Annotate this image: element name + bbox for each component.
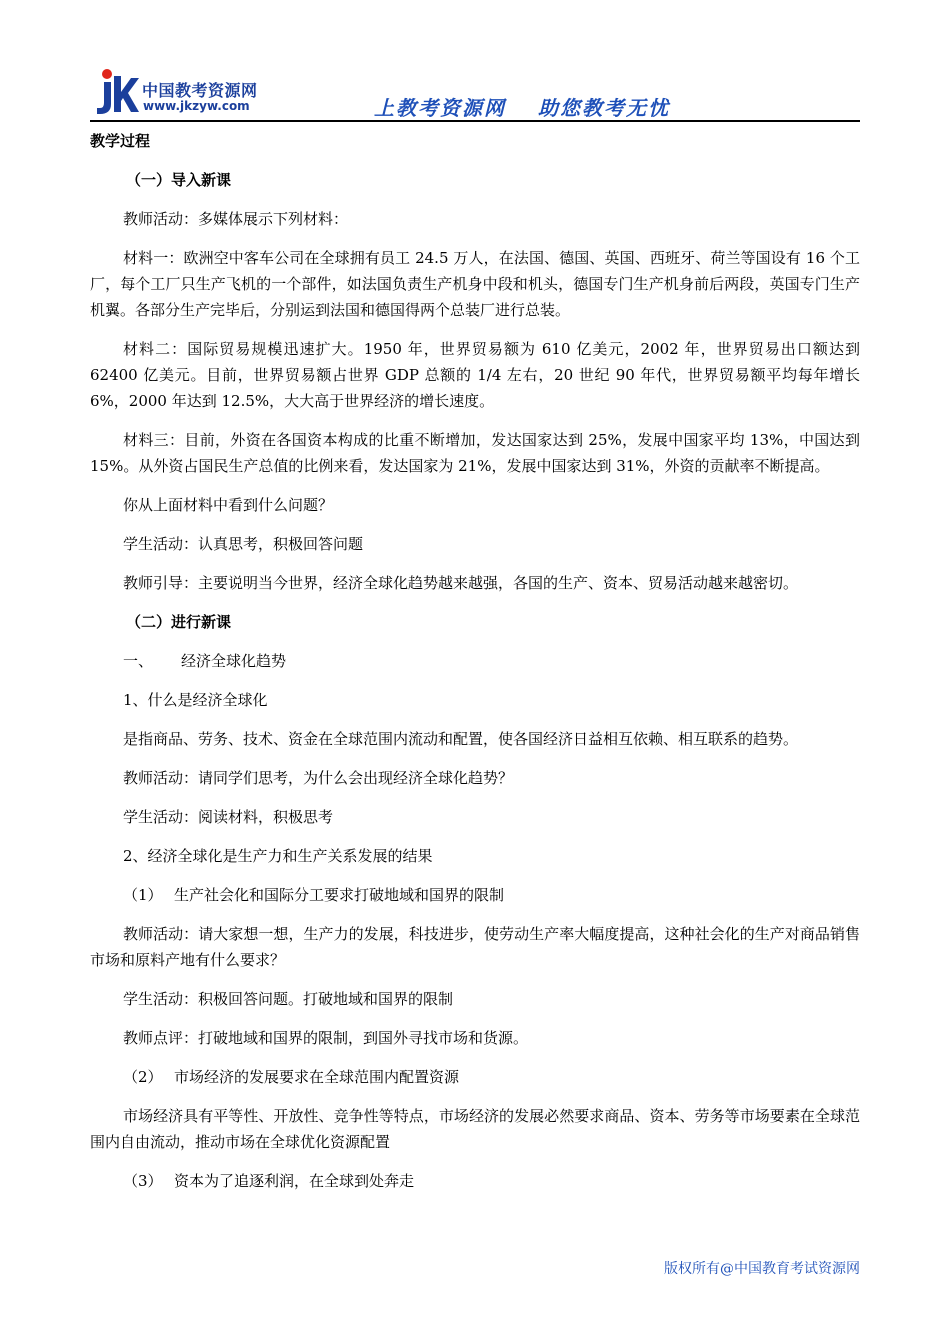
logo-text: 中国教考资源网: [142, 81, 258, 100]
list-text: 市场经济的发展要求在全球范围内配置资源: [174, 1068, 460, 1086]
list-item: [90, 1064, 860, 1090]
paragraph: 2、经济全球化是生产力和生产关系发展的结果: [123, 847, 433, 865]
paragraph: 教师点评：打破地域和国界的限制，到国外寻找市场和货源。: [123, 1029, 529, 1047]
list-number: （3）: [123, 1172, 163, 1190]
paragraph: 是指商品、劳务、技术、资金在全球范围内流动和配置，使各国经济日益相互依赖、相互联系的趋势。: [123, 730, 799, 748]
list-number: （1）: [123, 886, 163, 904]
header-slogan: [374, 92, 670, 121]
jk-logo-icon: [94, 66, 140, 118]
logo-url[interactable]: www.jkzyw.com: [143, 99, 250, 113]
list-text: 生产社会化和国际分工要求打破地域和国界的限制: [174, 886, 505, 904]
slogan-right: 助您教考无忧: [538, 96, 670, 120]
list-item: [90, 648, 860, 674]
section-heading-2: （二）进行新课: [126, 613, 232, 631]
list-number: 一、: [123, 652, 154, 670]
paragraph: 你从上面材料中看到什么问题？: [123, 496, 334, 514]
paragraph: 学生活动：阅读材料，积极思考: [123, 808, 334, 826]
paragraph: 学生活动：积极回答问题。打破地域和国界的限制: [123, 990, 454, 1008]
paragraph: 材料一：欧洲空中客车公司在全球拥有员工 24.5 万人，在法国、德国、英国、西班牙、荷兰等国设有 16 个工厂，每个工厂只生产飞机的一个部件，如法国负责生产机身中段和机头，德国专门生产机身前后两段，英国专门生产机翼。各部分生产完毕后，分别运到法国和德国得两个总装厂进行总装。: [90, 249, 860, 319]
paragraph: 教师活动：请同学们思考，为什么会出现经济全球化趋势？: [123, 769, 514, 787]
section-title: 教学过程: [90, 132, 151, 150]
footer-copyright: 版权所有@中国教育考试资源网: [664, 1261, 860, 1277]
list-item: [90, 882, 860, 908]
document-body: [90, 128, 860, 1194]
paragraph: 学生活动：认真思考，积极回答问题: [123, 535, 364, 553]
site-logo[interactable]: [94, 66, 284, 118]
paragraph: 1、什么是经济全球化: [123, 691, 268, 709]
list-number: （2）: [123, 1068, 163, 1086]
list-text: 资本为了追逐利润，在全球到处奔走: [174, 1172, 415, 1190]
header-divider: [90, 120, 860, 122]
paragraph: 教师活动：请大家想一想，生产力的发展，科技进步，使劳动生产率大幅度提高，这种社会化的生产对商品销售市场和原料产地有什么要求？: [90, 925, 860, 969]
section-heading-1: （一）导入新课: [126, 171, 232, 189]
slogan-left: 上教考资源网: [374, 96, 506, 120]
list-text: 经济全球化趋势: [181, 652, 287, 670]
page-header: [90, 62, 860, 122]
paragraph: 教师引导：主要说明当今世界，经济全球化趋势越来越强，各国的生产、资本、贸易活动越来越密切。: [123, 574, 799, 592]
paragraph: 教师活动：多媒体展示下列材料：: [123, 210, 349, 228]
list-item: [90, 1168, 860, 1194]
paragraph: 材料二：国际贸易规模迅速扩大。1950 年，世界贸易额为 610 亿美元，2002 年，世界贸易出口额达到 62400 亿美元。目前，世界贸易额占世界 GDP 总额的 1/4 左右，20 世纪 90 年代，世界贸易额平均每年增长 6%，2000 年达到 12.5%，大大高于世界经济的增长速度。: [90, 340, 860, 410]
paragraph: 市场经济具有平等性、开放性、竞争性等特点，市场经济的发展必然要求商品、资本、劳务等市场要素在全球范围内自由流动，推动市场在全球优化资源配置: [90, 1107, 860, 1151]
paragraph: 材料三：目前，外资在各国资本构成的比重不断增加，发达国家达到 25%，发展中国家平均 13%，中国达到 15%。从外资占国民生产总值的比例来看，发达国家为 21%，发展中国家达到 31%，外资的贡献率不断提高。: [90, 431, 860, 475]
